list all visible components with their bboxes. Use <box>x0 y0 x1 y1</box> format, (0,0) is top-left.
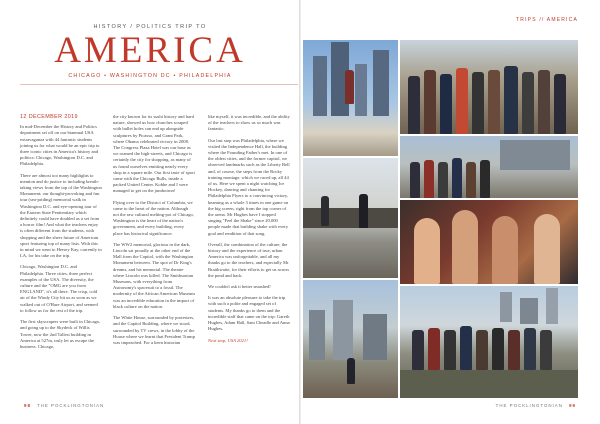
student-figure <box>321 196 329 226</box>
student-figure <box>492 328 504 370</box>
article-kicker: HISTORY / POLITICS TRIP TO <box>93 24 207 30</box>
article-column-2 <box>113 114 195 351</box>
paragraph: The White House, surrounded by protesters, and the Capitol Building, where we stood, surrounded by TV crews, in the lobby of the House where we learnt that President Trump was impeached. For a keen historian <box>113 315 195 345</box>
paragraph: There are almost too many highlights to mention and do justice to including breath-taking views from the top of the Washington Monument; our thought-provoking and fun tour (sea-priding) memorial walk in Washington D.C. and eye-opening tour of the Eastern State Penitentiary which definitely could have doubled as a set from a horror film! And what the teachers enjoy is often different from the students, with shopping and the sheer future of American sport featuring top of many lists. With this in mind we went to Hersey Kay, currently in LA, for his take on the trip. <box>20 172 102 259</box>
right-footer <box>496 403 580 408</box>
student-figure <box>414 218 440 284</box>
student-figure <box>428 328 440 370</box>
student-figure <box>452 158 462 198</box>
student-figure <box>538 70 550 134</box>
student-figure <box>424 70 436 134</box>
photo-group-philadelphia <box>400 286 578 398</box>
photo-memorial-wall <box>303 158 398 278</box>
title-divider <box>20 84 298 85</box>
student-figure <box>554 74 566 134</box>
left-page-number: 98 <box>24 403 31 408</box>
article-signoff: Next stop, USA 2021! <box>208 337 248 343</box>
building-shape <box>363 314 387 360</box>
student-figure <box>534 214 560 284</box>
article-date: 12 DECEMBER 2019 <box>20 114 78 120</box>
student-figure <box>460 326 472 370</box>
paragraph: The first skyscrapers were built in Chicago, and going up to the Skydeck of Willis Tower, now the 2nd Tallest building in America at 527m, truly let us escape the business. Chicago, <box>20 319 101 349</box>
student-figure <box>438 162 448 198</box>
left-footer <box>20 403 104 408</box>
student-figure <box>410 162 420 198</box>
photo-group-city <box>400 136 578 198</box>
article-title: AMERICA <box>54 30 246 71</box>
paragraph: Overall, the combination of the culture, the history and the experience of true, urban America was unforgettable, and all my thanks go to the teachers, and especially Mr Braithwaite, for their efforts to get us across the pond and back. <box>208 241 290 278</box>
student-figure <box>456 68 468 134</box>
paragraph: It was an absolute pleasure to take the trip with such a polite and engaged set of students. My thanks go to them and the incredible staff that came on the trip: Gareth Hughes, Adam Hall, Sam Cheadle and Anna Hughes. <box>208 295 290 332</box>
section-tag: TRIPS // AMERICA <box>516 17 578 23</box>
photo-ice-hockey-fans <box>400 200 578 284</box>
paragraph: We couldn't ask it better smashed! <box>208 284 271 290</box>
student-figure <box>476 330 488 370</box>
student-figure <box>345 70 354 104</box>
building-shape <box>500 292 512 322</box>
left-publication-name: THE POCKLINGTONIAN <box>37 403 105 408</box>
student-figure <box>466 162 476 198</box>
building-shape <box>520 298 538 324</box>
student-figure <box>444 330 456 370</box>
skyscraper-shape <box>355 64 367 116</box>
skyscraper-shape <box>313 56 327 116</box>
student-figure <box>412 330 424 370</box>
building-shape <box>500 140 570 170</box>
building-shape <box>333 300 353 360</box>
paragraph: In mid-December the History and Politics department set off on our biannual USA extravaganza with 44 fantastic students joining us for what would be an epic trip to three iconic cities in America's history and politics: Chicago, Washington D.C. and Philadelphia. <box>20 124 100 167</box>
paragraph: Flying over to the District of Columbia, we came to the heart of the nation. Although not the raw cultural melting-pot of Chicago, Washington is the heart of the nation's government, and every building, every place has historical significance. <box>113 199 195 236</box>
ground-shape <box>400 370 578 398</box>
page-gutter <box>299 0 301 424</box>
memorial-wall-shape <box>303 208 398 228</box>
building-shape <box>546 288 558 324</box>
right-publication-name: THE POCKLINGTONIAN <box>495 403 563 408</box>
student-figure <box>359 194 368 228</box>
paragraph: Chicago, Washington D.C. and Philadelphia. Three cities, three perfect examples of the USA. The diversity, the culture and the "OMG are you from ENGLAND", it's all there. The crisp, cold air of the Windy City hit us as soon as we walked out of O'Hare Airport, and seemed to follow us for the rest of the trip. <box>20 264 98 313</box>
paragraph: the city known for its sushi history and hard nature, showed us how churches scraped with bullet holes can end up alongside sculptures by Picasso, and Grant Park, where Obama celebrated victory in 2008. The Congress Plaza Hotel was our base as we roamed the high-streets, and Chicago is certainly the city for shopping, as many of us found ourselves emitting nearly every shop in a square mile. Our first taste of sport came with the Chicago Bulls, inside a packed United Center. Kobbe and I were managed to get on the jumbotron! <box>113 114 195 194</box>
skyscraper-shape <box>373 50 389 116</box>
student-figure <box>424 160 434 198</box>
student-figure <box>524 328 536 370</box>
student-figure <box>472 72 484 134</box>
article-subtitle: CHICAGO • WASHINGTON DC • PHILADELPHIA <box>68 73 232 79</box>
article-column-1 <box>20 114 102 355</box>
photo-city-walk <box>303 280 398 398</box>
student-figure <box>440 74 452 134</box>
student-figure <box>504 66 518 134</box>
student-figure <box>347 358 355 384</box>
paragraph: Our last stop was Philadelphia, where we visited the Independence Hall, the building where the Founding Father's met. In one of the oldest cities, and the former capitol, we observed landmarks such as the Liberty Bell and, of course, the steps from the Rocky training montage, which we raced up, all 44 of us. Here we spent a night watching Ice Hockey, dancing and chanting for Philadelphia Flyers to a convincing victory, beaming as a whole 3 times in one game on the big screen, right from the top corner of the arena. Mr Hughes have I stopped singing "Feel the Shake" since 20,000 people made that building shake with every goal and rendition of that song. <box>208 137 290 236</box>
student-figure <box>540 330 552 370</box>
paragraph: The WW2 memorial, glorious in the dark, Lincoln sat proudly at the other end of the Mall from the Capitol, with the Washington Monument between. The spot of Dr King's dreams, and his memorial. The theatre where Lincoln was killed. The Smithsonian Museums, with everything from Astronomy's spacesuit to a fossil. The modernity of the African American Museum was an incredible education in the impact of black culture on the nation. <box>113 241 195 309</box>
student-figure <box>452 210 478 284</box>
student-figure <box>488 70 500 134</box>
student-figure <box>480 160 490 198</box>
building-shape <box>309 310 325 360</box>
photo-chicago-skyline-student <box>303 40 398 156</box>
photo-group-outdoors <box>400 40 578 134</box>
student-figure <box>508 330 520 370</box>
article-column-3 <box>208 114 290 349</box>
student-figure <box>522 72 534 134</box>
student-figure <box>408 76 420 134</box>
student-figure <box>492 216 518 284</box>
right-page-number: 99 <box>569 403 576 408</box>
paragraph: like myself, it was incredible, and the ability of the teachers to show us so much was fantastic. <box>208 114 290 132</box>
